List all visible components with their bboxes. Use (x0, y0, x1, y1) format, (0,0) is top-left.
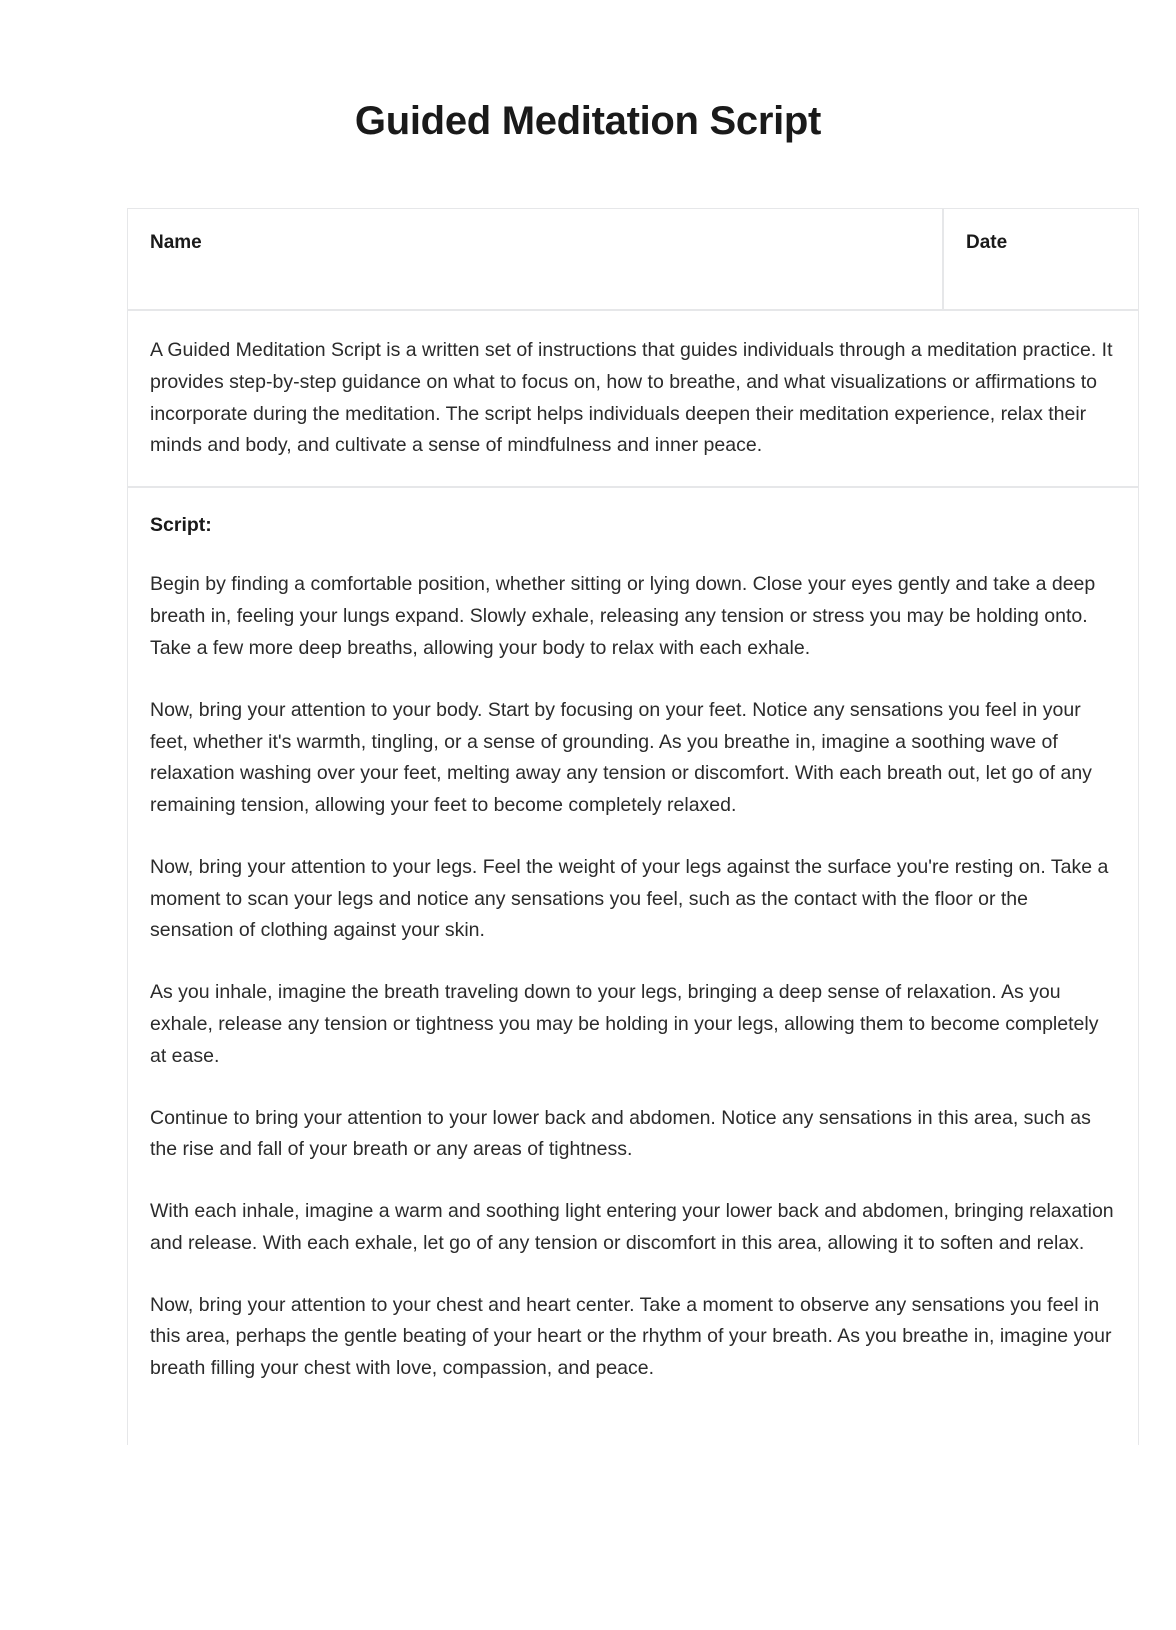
intro-paragraph: A Guided Meditation Script is a written set of instructions that guides individuals through a meditation practice. It provides step-by-step guidance on what to focus on, how to breathe, and what visualizations or affirmations to incorporate during the meditation. The script helps individuals deepen their meditation experience, relax their minds and body, and cultivate a sense of mindfulness and inner peace. (150, 339, 1113, 457)
script-paragraph: Continue to bring your attention to your lower back and abdomen. Notice any sensations in this area, such as the rise and fall of your breath or any areas of tightness. (150, 1106, 1091, 1161)
script-paragraph: As you inhale, imagine the breath traveling down to your legs, bringing a deep sense of relaxation. As you exhale, release any tension or tightness you may be holding in your legs, allowing them to become completely at ease. (150, 981, 1099, 1067)
name-label: Name (150, 232, 202, 253)
script-paragraph: Now, bring your attention to your body. Start by focusing on your feet. Notice any sensations you feel in your feet, whether it's warmth, tingling, or a sense of grounding. As you breathe in, imagine a soothing wave of relaxation washing over your feet, melting away any tension or discomfort. With each breath out, let go of any remaining tension, allowing your feet to become completely relaxed. (150, 698, 1092, 817)
date-field-cell[interactable] (943, 208, 1139, 310)
table-row-script (127, 487, 1139, 1445)
script-paragraph: Now, bring your attention to your legs. Feel the weight of your legs against the surface you're resting on. Take a moment to scan your legs and notice any sensations you feel, such as the contact with the floor or the sensation of clothing against your skin. (150, 855, 1109, 942)
script-heading: Script: (150, 514, 212, 537)
name-field-cell[interactable] (127, 208, 943, 310)
intro-cell (127, 310, 1139, 487)
script-paragraph: With each inhale, imagine a warm and soothing light entering your lower back and abdomen, bringing relaxation and release. With each exhale, let go of any tension or discomfort in this area, allowing it to soften and relax. (150, 1200, 1114, 1254)
date-label: Date (966, 232, 1008, 253)
table-row-identity (127, 208, 1139, 310)
form-table-container (127, 208, 1114, 1445)
page-title: Guided Meditation Script (354, 99, 822, 143)
table-row-intro (127, 310, 1139, 487)
script-paragraph: Begin by finding a comfortable position, whether sitting or lying down. Close your eyes gently and take a deep breath in, feeling your lungs expand. Slowly exhale, releasing any tension or stress you may be holding onto. Take a few more deep breaths, allowing your body to relax with each exhale. (150, 573, 1096, 659)
script-paragraph: Now, bring your attention to your chest and heart center. Take a moment to observe any sensations you feel in this area, perhaps the gentle beating of your heart or the rhythm of your breath. As you breathe in, imagine your breath filling your chest with love, compassion, and peace. (150, 1293, 1112, 1380)
script-cell (127, 487, 1139, 1445)
document-table (127, 208, 1139, 1445)
